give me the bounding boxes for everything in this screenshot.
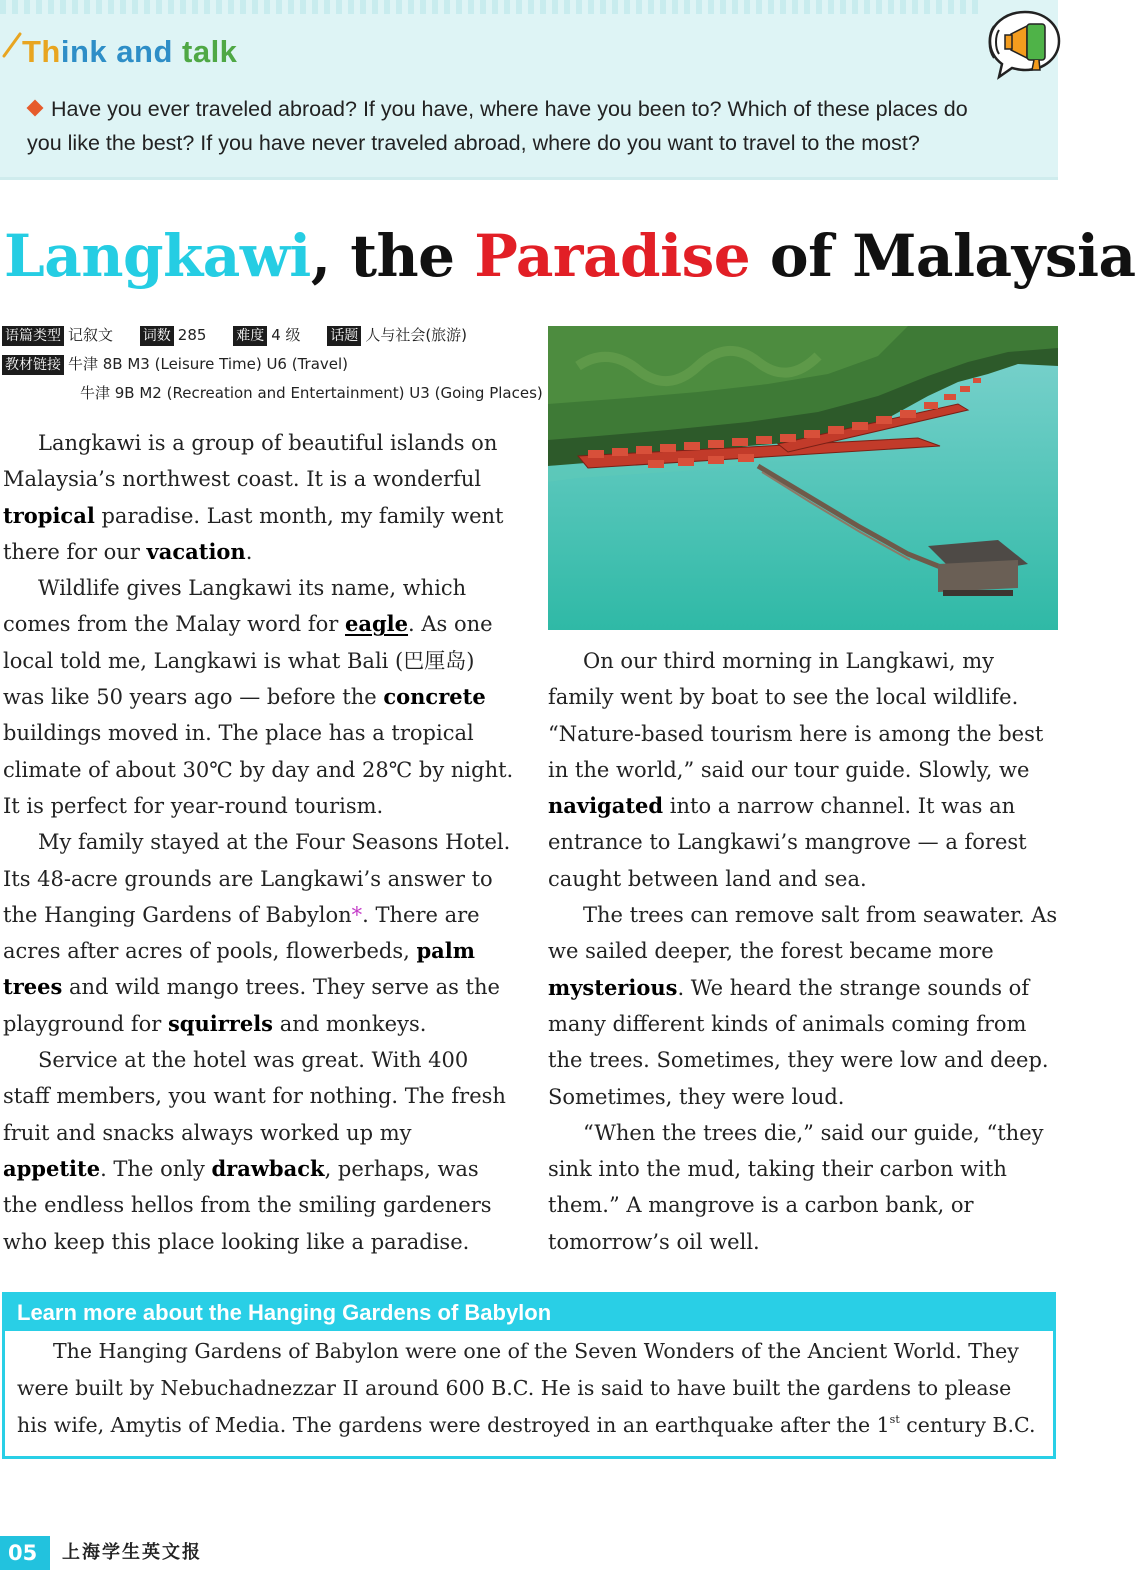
article-headline: Langkawi, the Paradise of Malaysia: [4, 222, 1136, 290]
banner-stripe: [0, 0, 980, 14]
think-and-talk-title: Think and talk: [22, 34, 238, 69]
article-meta-row-2: 教材链接 牛津 8B M3 (Leisure Time) U6 (Travel): [2, 353, 527, 375]
paragraph-3: My family stayed at the Four Seasons Hotel. Its 48-acre grounds are Langkawi’s answer to the Hanging Gardens of Babylon*. There are acres after acres of pools, flowerbeds, palm trees and wild mango trees. They serve as the playground for squirrels and monkeys.: [3, 830, 511, 1036]
page-number: 05: [0, 1536, 50, 1570]
footnote-asterisk: *: [351, 902, 363, 927]
diamond-bullet-icon: [27, 100, 44, 117]
pencil-slash-icon: [2, 30, 22, 60]
paragraph-5: On our third morning in Langkawi, my family went by boat to see the local wildlife. “Nature-based tourism here is among the best in the world,” said our tour guide. Slowly, we navigated into a narrow channel. It was an entrance to Langkawi’s mangrove — a forest caught between land and sea.: [548, 649, 1044, 891]
article-left-column: [3, 425, 518, 1260]
article-right-column: [548, 643, 1060, 1260]
learn-more-box: [2, 1292, 1056, 1459]
paragraph-2: Wildlife gives Langkawi its name, which comes from the Malay word for eagle. As one local told me, Langkawi is what Bali (巴厘岛) was like 50 years ago — before the concrete buildings moved in. The place has a tropical climate of about 30℃ by day and 28℃ by night. It is perfect for year-round tourism.: [3, 576, 514, 818]
megaphone-icon: [987, 8, 1063, 80]
article-meta-row-3: 牛津 9B M2 (Recreation and Entertainment) U3 (Going Places): [80, 384, 543, 402]
paragraph-1: Langkawi is a group of beautiful islands on Malaysia’s northwest coast. It is a wonderful tropical paradise. Last month, my family went there for our vacation.: [3, 431, 504, 564]
think-question: Have you ever traveled abroad? If you have, where have you been to? Which of these places do you like the best? If you have never traveled abroad, where do you want to travel to the most?: [27, 97, 968, 155]
page-footer: [0, 1536, 240, 1572]
paragraph-7: “When the trees die,” said our guide, “they sink into the mud, taking their carbon with them.” A mangrove is a carbon bank, or tomorrow’s oil well.: [548, 1120, 1044, 1254]
think-and-talk-box: [0, 0, 1058, 180]
newspaper-name: 上海学生英文报: [62, 1542, 202, 1563]
langkawi-resort-photo: [548, 326, 1058, 630]
article-meta-row-1: 语篇类型 记叙文 词数 285 难度 4 级 话题 人与社会(旅游): [2, 324, 527, 346]
paragraph-6: The trees can remove salt from seawater. As we sailed deeper, the forest became more mysterious. We heard the strange sounds of many different kinds of animals coming from the trees. Sometimes, they were low and deep. Sometimes, they were loud.: [548, 903, 1058, 1109]
learn-more-title: Learn more about the Hanging Gardens of Babylon: [5, 1295, 1053, 1331]
paragraph-4: Service at the hotel was great. With 400 staff members, you want for nothing. The fresh fruit and snacks always worked up my appetite. The only drawback, perhaps, was the endless hellos from the smiling gardeners who keep this place looking like a paradise.: [3, 1048, 506, 1254]
learn-more-body: The Hanging Gardens of Babylon were one of the Seven Wonders of the Ancient World. They were built by Nebuchadnezzar II around 600 B.C. He is said to have built the gardens to please his wife, Amytis of Media. The gardens were destroyed in an earthquake after the 1st century B.C.: [17, 1339, 1036, 1437]
